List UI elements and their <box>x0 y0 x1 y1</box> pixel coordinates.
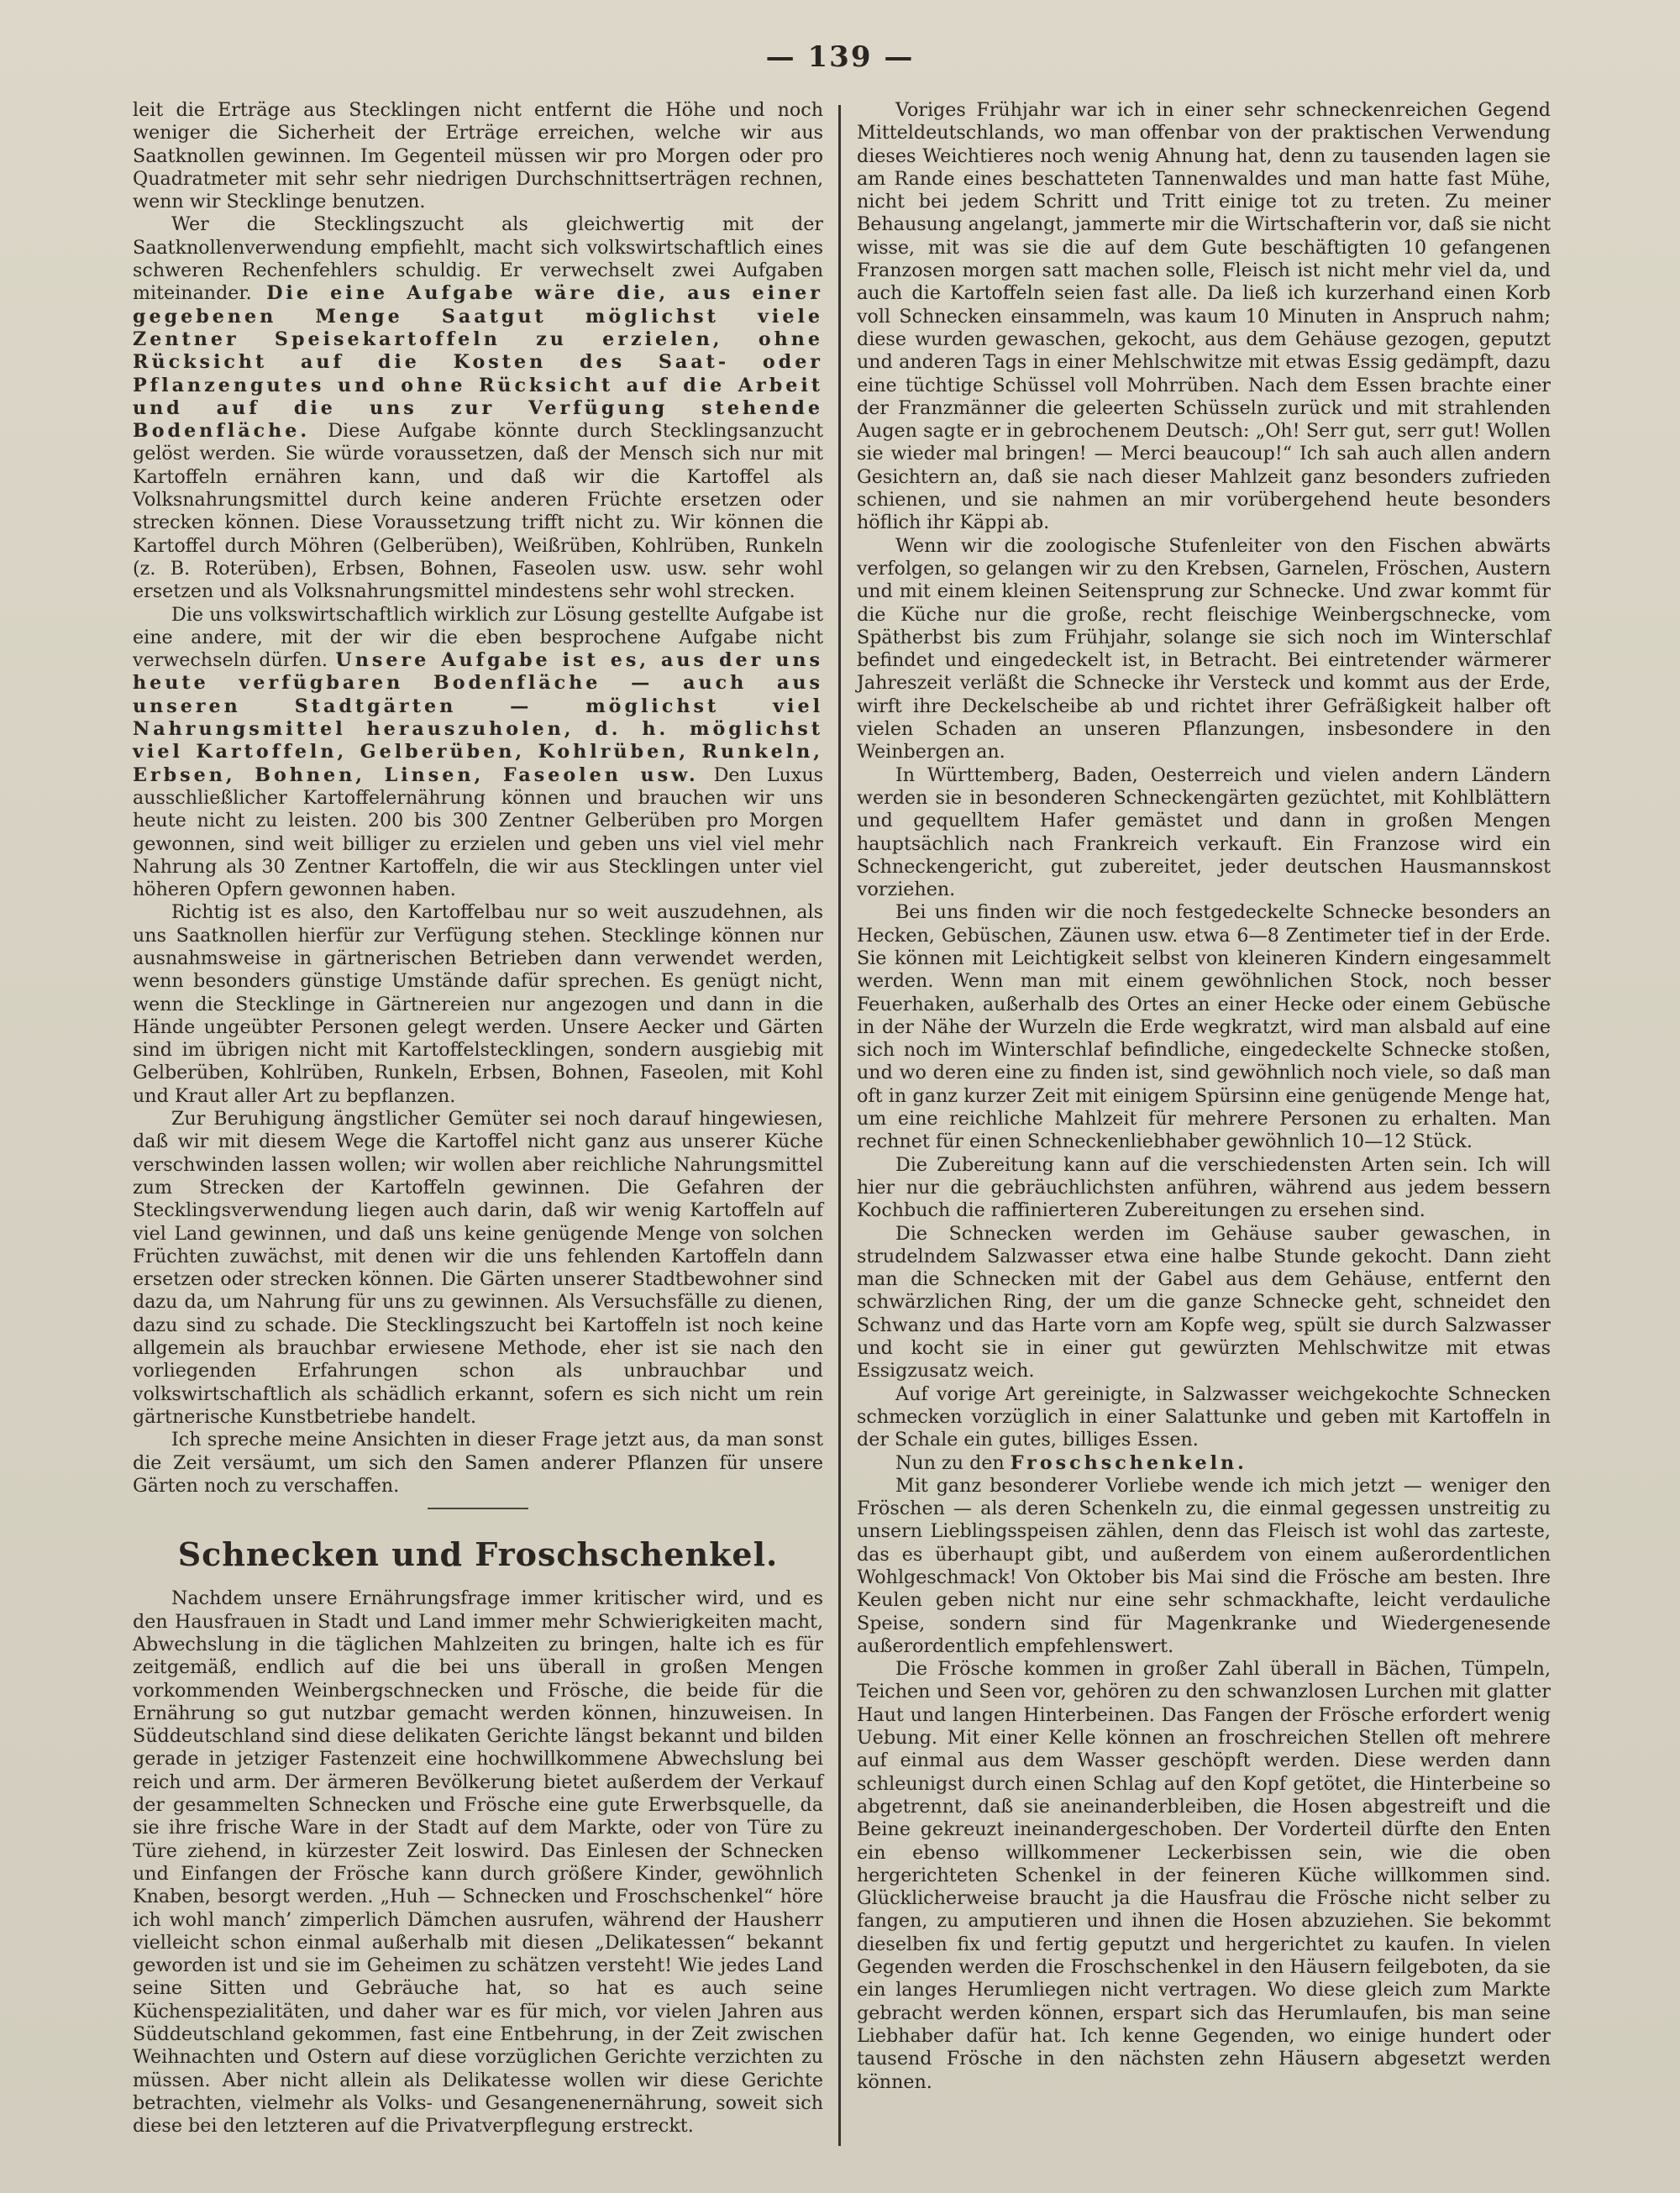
emphasized-text: Froschschenkeln. <box>1010 1451 1247 1474</box>
paragraph: leit die Erträge aus Stecklingen nicht entfernt die Höhe und noch weniger die Sicherheit der Erträge erreichen, welche wir aus Saatknollen gewinnen. Im Gegenteil müssen wir pro Morgen oder pro Quadratmeter mit sehr sehr niedrigen Durchschnittserträgen rechnen, wenn wir Stecklinge benutzen. <box>133 99 823 213</box>
paragraph: In Württemberg, Baden, Oesterreich und vielen andern Ländern werden sie in besonderen Schneckengärten gezüchtet, mit Kohlblättern und gequelltem Hafer gemästet und dann in großen Mengen hauptsächlich nach Frankreich verkauft. Ein Franzose wird ein Schneckengericht, gut zubereitet, jeder deutschen Hausmannskost vorziehen. <box>857 763 1551 901</box>
paragraph: Richtig ist es also, den Kartoffelbau nur so weit auszudehnen, als uns Saatknollen hierfür zur Verfügung stehen. Stecklinge können nur ausnahmsweise in gärtnerischen Betrieben dann verwendet werden, wenn besonders günstige Umstände dafür sprechen. Es genügt nicht, wenn die Stecklinge in Gärtnereien nur angezogen und dann in die Hände ungeübter Personen gelegt werden. Unsere Aecker und Gärten sind im übrigen nicht mit Kartoffelstecklingen, sondern ausgiebig mit Gelberüben, Kohlrüben, Runkeln, Erbsen, Bohnen, Faseolen, mit Kohl und Kraut aller Art zu bepflanzen. <box>133 901 823 1107</box>
page-number: — 139 — <box>765 40 915 74</box>
emphasized-text: Die eine Aufgabe wäre die, aus einer gegebenen Menge Saatgut möglichst viele Zentner Speisekartoffeln zu erzielen, ohne Rücksicht auf die Kosten des Saat- oder Pflanzengutes und ohne Rücksicht auf die Arbeit und auf die uns zur Verfügung stehende Bodenfläche. <box>133 282 823 443</box>
right-column <box>857 99 1551 2094</box>
paragraph-text: Wer die Stecklingszucht als gleichwertig mit der Saatknollenverwendung empfiehlt, macht sich volkswirtschaftlich eines schweren Rechenfehlers schuldig. Er verwechselt zwei Aufgaben miteinander. <box>133 213 823 305</box>
paragraph: Zur Beruhigung ängstlicher Gemüter sei noch darauf hingewiesen, daß wir mit diesem Wege die Kartoffel nicht ganz aus unserer Küche verschwinden lassen wollen; wir wollen aber reichliche Nahrungsmittel zum Strecken der Kartoffeln gewinnen. Die Gefahren der Stecklingsverwendung liegen auch darin, daß wir wenig Kartoffeln auf viel Land gewinnen, und daß uns keine genügende Menge von solchen Früchten zuwächst, mit denen wir die uns fehlenden Kartoffeln dann ersetzen oder strecken können. Die Gärten unserer Stadtbewohner sind dazu da, um Nahrung für uns zu gewinnen. Als Versuchsfälle zu dienen, dazu sind zu schade. Die Stecklingszucht bei Kartoffeln ist noch keine allgemein als brauchbar erwiesene Methode, eher ist sie nach den vorliegenden Erfahrungen schon als unbrauchbar und volkswirtschaftlich als schädlich erkannt, sofern es sich nicht um rein gärtnerische Kunstbetriebe handelt. <box>133 1108 823 1428</box>
paragraph: Die Frösche kommen in großer Zahl überall in Bächen, Tümpeln, Teichen und Seen vor, gehören zu den schwanzlosen Lurchen mit glatter Haut und langen Hinterbeinen. Das Fangen der Frösche erfordert wenig Uebung. Mit einer Kelle können an froschreichen Stellen oft mehrere auf einmal aus dem Wasser geschöpft werden. Diese werden dann schleunigst durch einen Schlag auf den Kopf getötet, die Hinterbeine so abgetrennt, daß sie aneinanderbleiben, die Hosen abgestreift und die Beine gekreuzt ineinandergeschoben. Der Vorderteil dürfte den Enten ein ebenso willkommener Leckerbissen sein, wie die oben hergerichteten Schenkel in der feineren Küche willkommen sind. Glücklicherweise braucht ja die Hausfrau die Frösche nicht selber zu fangen, zu amputieren und ihnen die Hosen abzuziehen. Sie bekommt dieselben fix und fertig geputzt und hergerichtet zu kaufen. In vielen Gegenden werden die Froschschenkel in den Häusern feilgeboten, da sie ein langes Herumliegen nicht vertragen. Wo diese gleich zum Markte gebracht werden können, erspart sich das Herumlaufen, bis man seine Liebhaber dafür hat. Ich kenne Gegenden, wo einige hundert oder tausend Frösche in den nächsten zehn Häusern abgesetzt werden können. <box>857 1658 1551 2093</box>
paragraph <box>133 213 823 603</box>
paragraph: Die Schnecken werden im Gehäuse sauber gewaschen, in strudelndem Salzwasser etwa eine halbe Stunde gekocht. Dann zieht man die Schnecken mit der Gabel aus dem Gehäuse, entfernt den schwärzlichen Ring, der um die ganze Schnecke geht, schneidet den Schwanz und das Harte vorn am Kopfe weg, spült sie durch Salzwasser und kocht sie in einer gut gewürzten Mehlschwitze mit etwas Essigzusatz weich. <box>857 1222 1551 1382</box>
paragraph: Nachdem unsere Ernährungsfrage immer kritischer wird, und es den Hausfrauen in Stadt und Land immer mehr Schwierigkeiten macht, Abwechslung in die täglichen Mahlzeiten zu bringen, halte ich es für zeitgemäß, endlich auf die bei uns überall in großen Mengen vorkommenden Weinbergschnecken und Frösche, die beide für die Ernährung so gut nutzbar gemacht werden können, hinzuweisen. In Süddeutschland sind diese delikaten Gerichte längst bekannt und bilden gerade in jetziger Fastenzeit eine hochwillkommene Abwechslung bei reich und arm. Der ärmeren Bevölkerung bietet außerdem der Verkauf der gesammelten Schnecken und Frösche eine gute Erwerbsquelle, da sie ihre frische Ware in der Stadt auf dem Markte, oder von Türe zu Türe ziehend, in kürzester Zeit loswird. Das Einlesen der Schnecken und Einfangen der Frösche kann durch größere Kinder, gewöhnlich Knaben, besorgt werden. „Huh — Schnecken und Froschschenkel“ höre ich wohl manch’ zimperlich Dämchen ausrufen, während der Hausherr vielleicht schon einmal außerhalb mit diesen „Delikatessen“ bekannt geworden ist und sie im Geheimen zu schätzen versteht! Wie jedes Land seine Sitten und Gebräuche hat, so hat es auch seine Küchenspezialitäten, und daher war es für mich, vor vielen Jahren aus Süddeutschland gekommen, fast eine Entbehrung, in der Zeit zwischen Weihnachten und Ostern auf diese vorzüglichen Gerichte verzichten zu müssen. Aber nicht allein als Delikatesse wollen wir diese Gerichte betrachten, vielmehr als Volks- und Gesangenenernährung, soweit sich diese bei den letzteren auf die Privatverpflegung erstreckt. <box>133 1587 823 2138</box>
paragraph <box>857 1452 1551 1475</box>
emphasized-text: Unsere Aufgabe ist es, aus der uns heute verfügbaren Bodenfläche — auch aus unseren Stadtgärten — möglichst viel Nahrungsmittel herauszuholen, d. h. möglichst viel Kartoffeln, Gelberüben, Kohlrüben, Runkeln, Erbsen, Bohnen, Linsen, Faseolen usw. <box>133 649 823 786</box>
paragraph-text: Die uns volkswirtschaftlich wirklich zur Lösung gestellte Aufgabe ist eine andere, mit der wir die eben besprochene Aufgabe nicht verwechseln dürfen. <box>133 603 823 672</box>
column-divider <box>838 105 841 2146</box>
section-divider <box>428 1508 528 1509</box>
paragraph: Voriges Frühjahr war ich in einer sehr schneckenreichen Gegend Mitteldeutschlands, wo man offenbar von der praktischen Verwendung dieses Weichtieres noch wenig Ahnung hat, denn zu tausenden lagen sie am Rande eines beschatteten Tannenwaldes und man hatte fast Mühe, nicht bei jedem Schritt und Tritt einige tot zu treten. Zu meiner Behausung angelangt, jammerte mir die Wirtschafterin vor, daß sie nicht wisse, mit was sie die auf dem Gute beschäftigten 10 gefangenen Franzosen morgen satt machen solle, Fleisch ist nicht mehr viel da, und auch die Kartoffeln seien fast alle. Da ließ ich kurzerhand einen Korb voll Schnecken einsammeln, was kaum 10 Minuten in Anspruch nahm; diese wurden gewaschen, gekocht, aus dem Gehäuse gezogen, geputzt und anderen Tags in einer Mehlschwitze mit etwas Essig gedämpft, dazu eine tüchtige Schüssel voll Mohrrüben. Nach dem Essen brachte einer der Franzmänner die geleerten Schüsseln zurück und mit strahlenden Augen sagte er in gebrochenem Deutsch: „Oh! Serr gut, serr gut! Wollen sie wieder mal bringen! — Merci beaucoup!“ Ich sah auch allen andern Gesichtern an, daß sie nach dieser Mahlzeit ganz besonders zufrieden schienen, und sie nahmen an mir vorübergehend heute besonders höflich ihr Käppi ab. <box>857 99 1551 534</box>
paragraph: Mit ganz besonderer Vorliebe wende ich mich jetzt — weniger den Fröschen — als deren Schenkeln zu, die einmal gegessen unstreitig zu unsern Lieblingsspeisen zählen, denn das Fleisch ist wohl das zarteste, das es überhaupt gibt, und außerdem von einem außerordentlichen Wohlgeschmack! Von Oktober bis Mai sind die Frösche am besten. Ihre Keulen geben nicht nur eine sehr schmackhafte, leicht verdauliche Speise, sondern sind für Magenkranke und Wiedergenesende außerordentlich empfehlenswert. <box>857 1474 1551 1657</box>
paragraph-text: Den Luxus ausschließlicher Kartoffelernährung können und brauchen wir uns heute nicht zu leisten. 200 bis 300 Zentner Gelberüben pro Morgen gewonnen, sind weit billiger zu erzielen und geben uns viel viel mehr Nahrung als 30 Zentner Kartoffeln, die wir aus Stecklingen unter viel höheren Opfern gewonnen haben. <box>133 763 823 901</box>
paragraph: Ich spreche meine Ansichten in dieser Frage jetzt aus, da man sonst die Zeit versäumt, um sich den Samen anderer Pflanzen für unsere Gärten noch zu verschaffen. <box>133 1429 823 1497</box>
paragraph-text: Diese Aufgabe könnte durch Stecklingsanzucht gelöst werden. Sie würde voraussetzen, daß der Mensch sich nur mit Kartoffeln ernähren kann, und daß wir die Kartoffel als Volksnahrungsmittel durch keine anderen Früchte ersetzen oder strecken können. Diese Voraussetzung trifft nicht zu. Wir können die Kartoffel durch Möhren (Gelberüben), Weißrüben, Kohlrüben, Runkeln (z. B. Roterüben), Erbsen, Bohnen, Faseolen usw. usw. sehr wohl ersetzen und als Volksnahrungsmittel mindestens sehr wohl strecken. <box>133 420 823 603</box>
left-column <box>133 99 823 2138</box>
paragraph <box>133 604 823 902</box>
paragraph: Wenn wir die zoologische Stufenleiter von den Fischen abwärts verfolgen, so gelangen wir zu den Krebsen, Garnelen, Fröschen, Austern und mit einem kleinen Seitensprung zur Schnecke. Und zwar kommt für die Küche nur die große, recht fleischige Weinbergschnecke, vom Spätherbst bis zum Frühjahr, solange sie sich noch im Winterschlaf befindet und eingedeckelt ist, in Betracht. Bei eintretender wärmerer Jahreszeit verläßt die Schnecke ihr Versteck und kommt aus der Erde, wirft ihre Deckelscheibe ab und richtet ihrer Gefräßigkeit halber oft vielen Schaden an unseren Pflanzungen, insbesondere in den Weinbergen an. <box>857 534 1551 763</box>
paragraph: Auf vorige Art gereinigte, in Salzwasser weichgekochte Schnecken schmecken vorzüglich in einer Salattunke und geben mit Kartoffeln in der Schale ein gutes, billiges Essen. <box>857 1382 1551 1451</box>
paragraph-text: Nun zu den <box>895 1451 1005 1474</box>
paragraph: Die Zubereitung kann auf die verschiedensten Arten sein. Ich will hier nur die gebräuchlichsten anführen, während aus jedem bessern Kochbuch die raffinierteren Zubereitungen zu ersehen sind. <box>857 1153 1551 1222</box>
paragraph: Bei uns finden wir die noch festgedeckelte Schnecke besonders an Hecken, Gebüschen, Zäunen usw. etwa 6—8 Zentimeter tief in der Erde. Sie können mit Leichtigkeit selbst von kleineren Kindern eingesammelt werden. Wenn man mit einem gewöhnlichen Stock, noch besser Feuerhaken, außerhalb des Ortes an einer Hecke oder einem Gebüsche in der Nähe der Wurzeln die Erde wegkratzt, wird man alsbald auf eine sich noch im Winterschlaf befindliche, eingedeckelte Schnecke stoßen, und wo deren eine zu finden ist, sind gewöhnlich noch viele, so daß man oft in ganz kurzer Zeit mit einigem Spürsinn eine genügende Menge hat, um eine reichliche Mahlzeit für mehrere Personen zu erhalten. Man rechnet für einen Schneckenliebhaber gewöhnlich 10—12 Stück. <box>857 901 1551 1153</box>
article-heading: Schnecken und Froschschenkel. <box>177 1535 779 1574</box>
